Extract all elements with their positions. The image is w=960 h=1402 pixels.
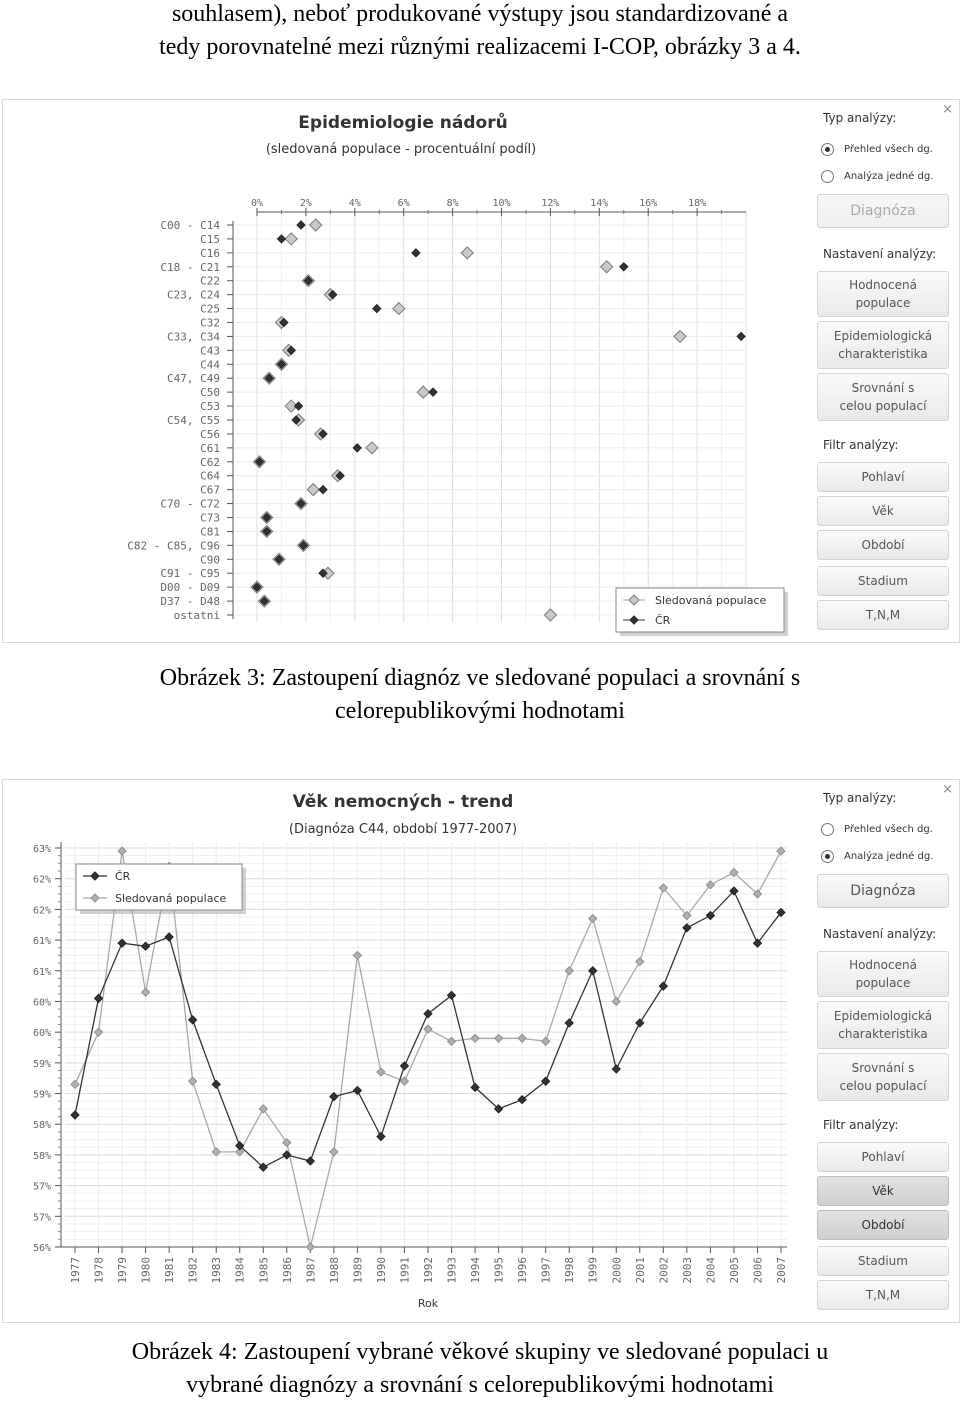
button-line: charakteristika <box>838 347 928 361</box>
y-tick-label: C23, C24 <box>167 288 220 302</box>
x-tick-label: 1989 <box>351 1257 365 1284</box>
button-line: Epidemiologická <box>833 329 933 343</box>
point-sledovana <box>495 1034 503 1042</box>
radio-overview-all[interactable] <box>821 143 933 156</box>
y-tick-label: C67 <box>200 483 220 497</box>
age-trend-chart <box>3 780 813 1322</box>
point-sledovana <box>353 951 361 959</box>
analysis-sidebar <box>813 780 953 1322</box>
radio-single-label: Analýza jedné dg. <box>844 171 934 182</box>
intro-line-2: tedy porovnatelné mezi různými realizacemi I-COP, obrázky 3 a 4. <box>159 34 801 60</box>
x-tick-label: 1994 <box>469 1257 483 1284</box>
point-sledovana <box>544 609 556 621</box>
analysis-sidebar <box>813 100 953 642</box>
epidemiological-characteristic-button[interactable] <box>817 321 949 369</box>
point-cr <box>589 967 597 975</box>
point-sledovana <box>674 330 686 342</box>
x-tick-label: 1998 <box>563 1257 577 1284</box>
y-tick-label: 61% <box>32 936 51 948</box>
y-tick-label: 61% <box>32 966 51 978</box>
point-sledovana <box>612 997 620 1005</box>
x-tick-label: 2004 <box>704 1257 718 1284</box>
y-tick-label: C25 <box>200 302 220 316</box>
x-tick-label: 1977 <box>69 1257 82 1284</box>
y-tick-label: C47, C49 <box>167 372 220 386</box>
y-tick-label: C43 <box>200 344 220 358</box>
x-tick-label: 2001 <box>633 1257 647 1284</box>
x-tick-label: 2006 <box>751 1257 765 1284</box>
y-tick-label: 58% <box>32 1150 51 1162</box>
sex-filter-button[interactable]: Pohlaví <box>817 462 949 492</box>
y-tick-label: 60% <box>32 997 51 1009</box>
button-line: Epidemiologická <box>833 1009 933 1023</box>
point-cr <box>297 221 305 229</box>
x-tick-label: 1997 <box>539 1257 553 1284</box>
stage-filter-button[interactable]: Stadium <box>817 1246 949 1276</box>
intro-line-1: souhlasem), neboť produkované výstupy jsou standardizované a <box>171 1 789 27</box>
button-line: populace <box>855 976 911 990</box>
x-tick-label: 2007 <box>775 1257 788 1284</box>
x-tick-label: 0% <box>250 198 264 209</box>
point-cr <box>142 942 150 950</box>
y-tick-label: 62% <box>32 874 51 886</box>
legend-label: Sledovaná populace <box>115 892 227 905</box>
y-tick-label: C91 - C95 <box>160 567 220 581</box>
point-cr <box>306 1157 314 1165</box>
x-tick-label: 2003 <box>680 1257 694 1284</box>
y-tick-label: C73 <box>200 511 220 525</box>
point-sledovana <box>377 1068 385 1076</box>
x-tick-label: 1986 <box>280 1257 294 1284</box>
point-cr <box>71 1111 79 1119</box>
sex-filter-button[interactable]: Pohlaví <box>817 1142 949 1172</box>
chart-subtitle: (sledovaná populace - procentuální podíl) <box>265 142 537 157</box>
y-tick-label: C56 <box>200 427 220 441</box>
y-tick-label: C18 - C21 <box>160 260 220 274</box>
filter-label: Filtr analýzy: <box>823 438 899 452</box>
y-tick-label: C50 <box>200 386 220 400</box>
y-tick-label: 56% <box>32 1243 51 1254</box>
point-sledovana <box>310 219 322 231</box>
radio-overview-label: Přehled všech dg. <box>844 824 933 835</box>
x-tick-label: 2000 <box>610 1257 624 1284</box>
y-tick-label: 57% <box>32 1212 51 1224</box>
x-tick-label: 1980 <box>139 1257 153 1284</box>
point-sledovana <box>366 442 378 454</box>
tnm-filter-button[interactable]: T,N,M <box>817 1280 949 1310</box>
x-tick-label: 1979 <box>116 1257 130 1284</box>
y-tick-label: C15 <box>200 232 220 246</box>
y-tick-label: D00 - D09 <box>160 581 220 595</box>
legend-label: ČR <box>115 870 131 883</box>
x-tick-label: 1985 <box>257 1257 271 1284</box>
legend <box>616 588 788 636</box>
point-cr <box>620 263 628 271</box>
point-sledovana <box>448 1037 456 1045</box>
point-cr <box>429 388 437 396</box>
point-sledovana <box>471 1034 479 1042</box>
x-tick-label: 16% <box>639 198 658 209</box>
y-tick-label: C64 <box>200 469 220 483</box>
y-tick-label: 59% <box>32 1089 51 1101</box>
x-tick-label: 8% <box>446 198 459 209</box>
button-line: populace <box>855 296 911 310</box>
x-tick-label: 1984 <box>233 1257 247 1284</box>
figure-4-caption-line-1: Obrázek 4: Zastoupení vybrané věkové skupiny ve sledované populaci u <box>131 1339 829 1365</box>
axes <box>127 198 746 622</box>
point-cr <box>212 1080 220 1088</box>
y-tick-label: 62% <box>32 905 51 917</box>
x-tick-label: 6% <box>397 198 410 209</box>
close-icon[interactable]: × <box>942 782 953 797</box>
y-tick-label: C32 <box>200 316 220 330</box>
point-sledovana <box>417 386 429 398</box>
radio-unchecked-icon[interactable] <box>821 823 834 836</box>
x-tick-label: 1983 <box>210 1257 224 1284</box>
x-tick-label: 1996 <box>516 1257 530 1284</box>
x-tick-label: 12% <box>541 198 560 209</box>
settings-label: Nastavení analýzy: <box>823 927 937 941</box>
point-sledovana <box>542 1037 550 1045</box>
x-tick-label: 2005 <box>727 1257 741 1284</box>
grid <box>235 212 746 622</box>
point-cr <box>277 235 285 243</box>
radio-checked-icon[interactable] <box>821 143 834 156</box>
button-line: celou populací <box>839 1079 927 1093</box>
radio-overview-all[interactable] <box>821 823 933 836</box>
y-tick-label: C70 - C72 <box>160 497 220 511</box>
x-tick-label: 1999 <box>586 1257 600 1284</box>
radio-overview-label: Přehled všech dg. <box>844 144 933 155</box>
legend <box>76 864 246 914</box>
point-cr <box>612 1065 620 1073</box>
diagnosis-button[interactable]: Diagnóza <box>817 874 949 908</box>
point-cr <box>636 1019 644 1027</box>
point-sledovana <box>565 967 573 975</box>
y-tick-label: 60% <box>32 1028 51 1040</box>
close-icon[interactable]: × <box>942 102 953 117</box>
x-tick-label: 1981 <box>163 1257 177 1284</box>
x-tick-label: 2% <box>299 198 312 209</box>
x-tick-label: 1990 <box>374 1257 388 1284</box>
x-tick-label: 1982 <box>186 1257 200 1284</box>
y-tick-label: 59% <box>32 1058 51 1070</box>
y-tick-label: C90 <box>200 553 220 567</box>
y-tick-label: 57% <box>32 1181 51 1193</box>
point-sledovana <box>285 233 297 245</box>
y-tick-label: C82 - C85, C96 <box>127 539 220 553</box>
button-line: Srovnání s <box>851 1061 915 1075</box>
epidemiological-characteristic-button[interactable] <box>817 1001 949 1049</box>
age-filter-button[interactable]: Věk <box>817 496 949 526</box>
x-tick-label: 1978 <box>92 1257 106 1284</box>
y-tick-label: C16 <box>200 246 220 260</box>
point-sledovana <box>393 303 405 315</box>
button-line: charakteristika <box>838 1027 928 1041</box>
x-tick-label: 1991 <box>398 1257 412 1284</box>
chart-title: Věk nemocných - trend <box>292 792 514 812</box>
radio-checked-icon[interactable] <box>821 850 834 863</box>
y-tick-label: ostatni <box>173 609 220 622</box>
x-tick-label: 1995 <box>492 1257 506 1284</box>
point-sledovana <box>142 988 150 996</box>
chart-title: Epidemiologie nádorů <box>298 113 508 133</box>
compare-population-button[interactable] <box>817 373 949 421</box>
y-tick-label: C53 <box>200 400 220 414</box>
x-tick-label: 4% <box>348 198 361 209</box>
x-tick-label: 10% <box>492 198 511 209</box>
point-sledovana <box>589 915 597 923</box>
x-tick-label: 1993 <box>445 1257 459 1284</box>
point-cr <box>319 486 327 494</box>
point-sledovana <box>71 1080 79 1088</box>
evaluated-population-button[interactable] <box>817 271 949 317</box>
point-sledovana <box>306 1243 314 1251</box>
epidemiology-panel <box>2 99 960 643</box>
legend-label: Sledovaná populace <box>655 594 767 607</box>
x-tick-label: 1987 <box>304 1257 318 1284</box>
button-line: Srovnání s <box>851 381 915 395</box>
y-tick-label: C62 <box>200 455 220 469</box>
x-tick-label: 1992 <box>422 1257 435 1284</box>
analysis-type-label: Typ analýzy: <box>823 111 897 125</box>
y-tick-label: C54, C55 <box>167 414 220 427</box>
radio-single-label: Analýza jedné dg. <box>844 851 934 862</box>
chart-subtitle: (Diagnóza C44, období 1977-2007) <box>288 822 518 837</box>
filter-label: Filtr analýzy: <box>823 1118 899 1132</box>
y-tick-label: C22 <box>200 274 220 288</box>
diagnosis-button[interactable]: Diagnóza <box>817 194 949 228</box>
button-line: celou populací <box>839 399 927 413</box>
point-cr <box>565 1019 573 1027</box>
point-sledovana <box>95 1028 103 1036</box>
radio-single-dg[interactable] <box>821 850 933 863</box>
y-tick-label: C44 <box>200 358 220 372</box>
y-tick-label: C61 <box>200 441 220 455</box>
point-sledovana <box>518 1034 526 1042</box>
radio-single-dg[interactable] <box>821 170 933 183</box>
point-cr <box>659 982 667 990</box>
evaluated-population-button[interactable] <box>817 951 949 997</box>
point-sledovana <box>259 1105 267 1113</box>
button-line: Hodnocená <box>849 278 917 292</box>
x-tick-label: 2002 <box>657 1257 671 1284</box>
y-tick-label: 63% <box>32 844 51 855</box>
age-trend-panel <box>2 779 960 1323</box>
y-tick-label: C00 - C14 <box>160 219 220 232</box>
settings-label: Nastavení analýzy: <box>823 247 937 261</box>
analysis-type-label: Typ analýzy: <box>823 791 897 805</box>
point-cr <box>737 332 745 340</box>
period-filter-button[interactable]: Období <box>817 530 949 560</box>
point-sledovana <box>461 247 473 259</box>
y-tick-label: C81 <box>200 525 220 539</box>
stage-filter-button[interactable]: Stadium <box>817 566 949 596</box>
x-tick-label: 18% <box>688 198 707 209</box>
period-filter-button[interactable]: Období <box>817 1210 949 1240</box>
figure-3-caption-line-1: Obrázek 3: Zastoupení diagnóz ve sledované populaci a srovnání s <box>159 665 801 691</box>
epidemiology-chart <box>3 100 813 642</box>
y-tick-label: 58% <box>32 1120 51 1132</box>
figure-3-caption-line-2: celorepublikovými hodnotami <box>335 698 625 724</box>
point-sledovana <box>307 484 319 496</box>
y-tick-label: C33, C34 <box>167 330 220 344</box>
compare-population-button[interactable] <box>817 1053 949 1101</box>
tnm-filter-button[interactable]: T,N,M <box>817 600 949 630</box>
figure-4-caption-line-2: vybrané diagnózy a srovnání s celorepublikovými hodnotami <box>186 1372 774 1398</box>
y-tick-label: D37 - D48 <box>160 595 220 609</box>
x-tick-label: 14% <box>590 198 609 209</box>
x-axis-label: Rok <box>417 1297 439 1310</box>
point-sledovana <box>601 261 613 273</box>
age-filter-button[interactable]: Věk <box>817 1176 949 1206</box>
point-sledovana <box>636 958 644 966</box>
legend-label: ČR <box>655 614 671 627</box>
radio-unchecked-icon[interactable] <box>821 170 834 183</box>
point-cr <box>412 249 420 257</box>
point-cr <box>295 402 303 410</box>
button-line: Hodnocená <box>849 958 917 972</box>
x-tick-label: 1988 <box>327 1257 341 1284</box>
